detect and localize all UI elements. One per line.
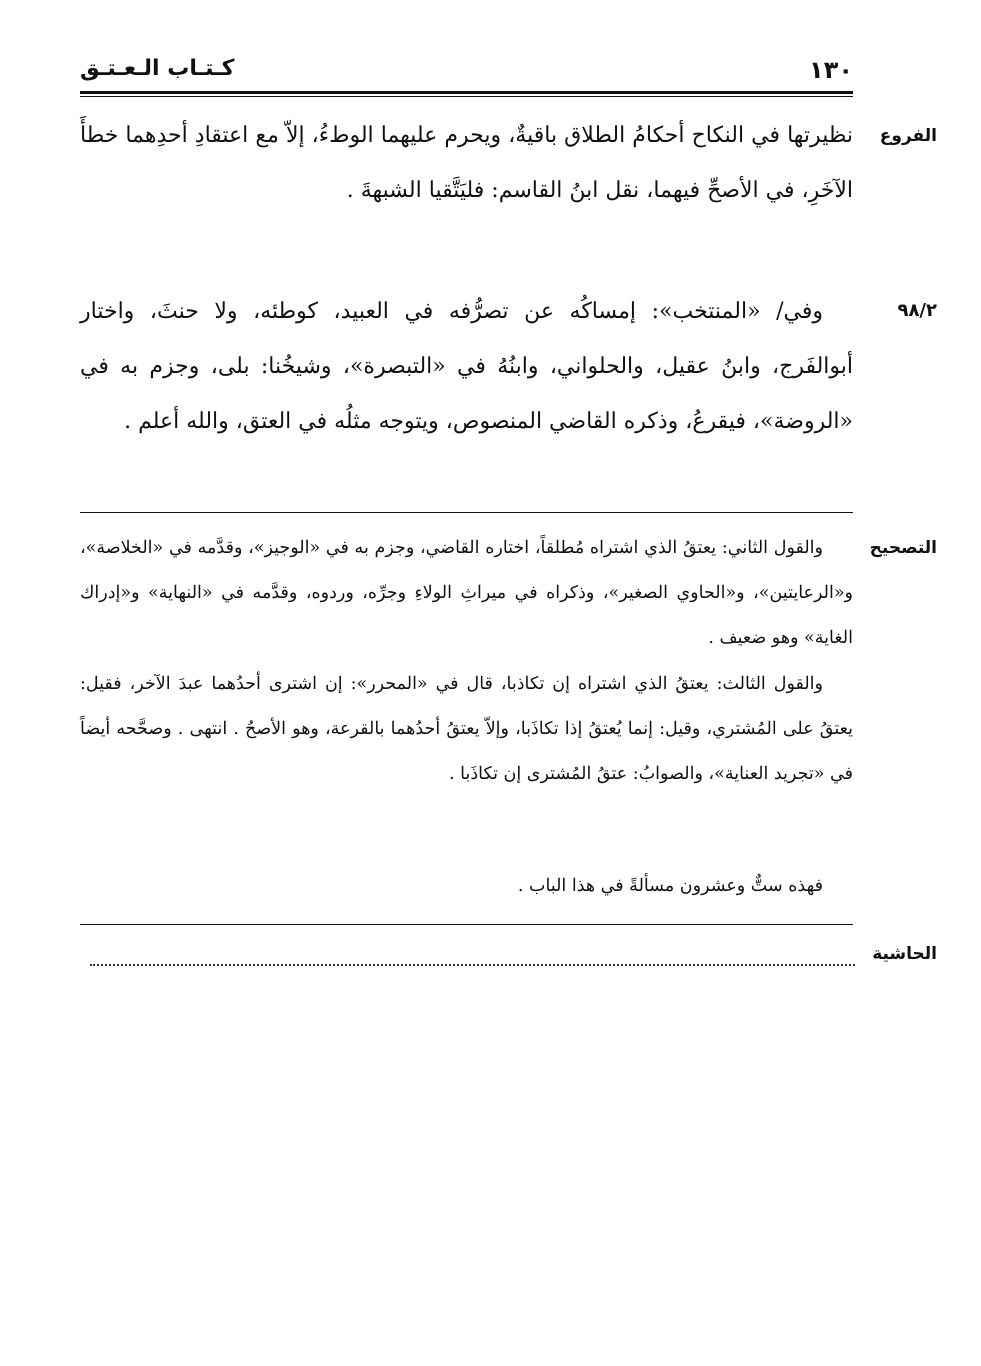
furu-paragraph-text: نظيرتها في النكاح أحكامُ الطلاق باقيةٌ، ويحرم عليهما الوطءُ، إلاّ مع اعتقادِ أحدِهما خطأَ الآخَرِ، في الأصحِّ فيهما، نقل ابنُ القاسم: فليَتَّقيا الشبهةَ .	[80, 123, 853, 203]
correction-paragraph-2-body	[80, 662, 853, 797]
margin-label-hashiya: الحاشية	[872, 944, 937, 964]
margin-label-reference: ٩٨/٢	[897, 300, 937, 321]
paragraph-98-text: وفي/ «المنتخب»: إمساكُه عن تصرُّفه في العبيد، كوطئه، ولا حنثَ، واختار أبوالفَرج، وابنُ عقيل، والحلواني، وابنُهُ في «التبصرة»، وشيخُنا: بلى، وجزم به في «الروضة»، فيقرعُ، وذكره القاضي المنصوص، ويتوجه مثلُه في العتق، والله أعلم .	[80, 299, 853, 434]
header-rule-thick	[80, 91, 853, 94]
section-divider-bottom	[80, 924, 853, 925]
correction-paragraph-1-body	[80, 526, 853, 661]
correction-paragraph-3-body	[80, 864, 853, 909]
furu-paragraph	[80, 108, 853, 218]
correction-paragraph-3-text: فهذه ستٌّ وعشرون مسألةً في هذا الباب .	[517, 876, 823, 896]
correction-paragraph-1-text: والقول الثاني: يعتقُ الذي اشتراه مُطلقاً، اختاره القاضي، وجزم به في «الوجيز»، وقدَّمه في «الخلاصة»، و«الرعايتين»، و«الحاوي الصغير»، وذكراه في ميراثِ الولاءِ وجرِّه، وردوه، وقدَّمه في «النهاية» و«إدراك الغاية» وهو ضعيف .	[80, 538, 853, 648]
margin-label-tashih: التصحيح	[869, 538, 937, 558]
page-number: ١٣٠	[809, 56, 853, 84]
margin-label-furu: الفروع	[879, 126, 937, 146]
correction-paragraph-1	[80, 526, 853, 661]
paragraph-98	[80, 284, 853, 449]
running-title: كـتـاب الـعـتـق	[80, 56, 235, 81]
correction-paragraph-3	[80, 864, 853, 909]
section-divider-top	[80, 512, 853, 513]
header-rule-thin	[80, 96, 853, 97]
correction-paragraph-2	[80, 662, 853, 797]
hashiya-dotted-line	[90, 964, 855, 966]
correction-paragraph-2-text: والقول الثالث: يعتقُ الذي اشتراه إن تكاذبا، قال في «المحرر»: إن اشترى أحدُهما عبدَ الآخر، فقيل: يعتقُ على المُشتري، وقيل: إنما يُعتقُ إذا تكاذَبا، وإلاّ يعتقُ أحدُهما بالقرعة، وهو الأصحُ . انتهى . وصحَّحه أيضاً في «تجريد العناية»، والصوابُ: عتقُ المُشترى إن تكاذَبا .	[80, 674, 853, 784]
page-header	[80, 52, 853, 92]
paragraph-98-body	[80, 284, 853, 449]
